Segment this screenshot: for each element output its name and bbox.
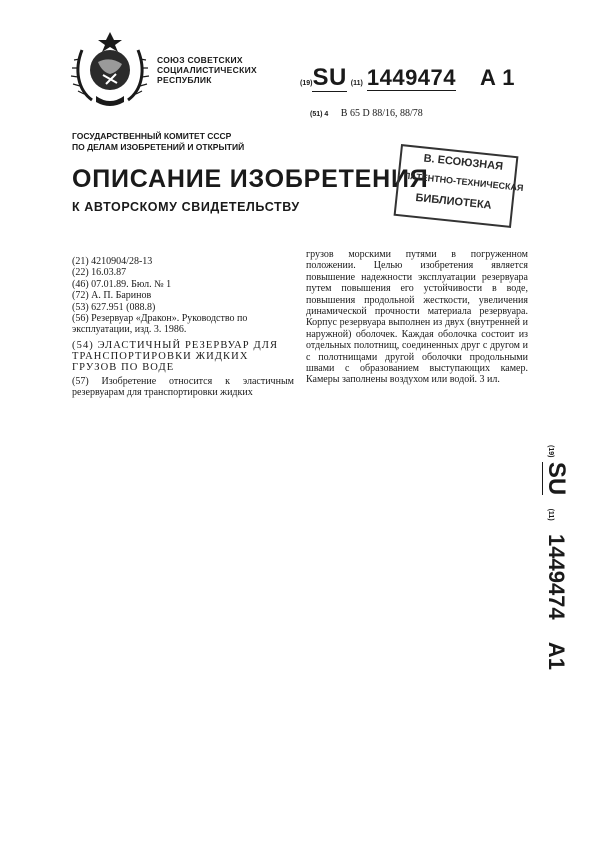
country-line: СОЦИАЛИСТИЧЕСКИХ <box>157 65 257 75</box>
country-name <box>157 55 257 85</box>
bib-entry: (46) 07.01.89. Бюл. № 1 <box>72 278 172 290</box>
document-number-header <box>300 64 515 92</box>
country-line: РЕСПУБЛИК <box>157 75 212 85</box>
ussr-emblem-icon <box>70 30 150 110</box>
vertical-inid-19: (19) <box>547 445 554 458</box>
authority-line: ГОСУДАРСТВЕННЫЙ КОМИТЕТ СССР <box>72 131 232 141</box>
document-subtitle: К АВТОРСКОМУ СВИДЕТЕЛЬСТВУ <box>72 200 300 214</box>
bib-entry: (21) 4210904/28-13 <box>72 256 153 267</box>
vertical-country-code: SU <box>543 461 570 496</box>
vertical-inid-11: (11) <box>547 508 554 521</box>
patent-number: 1449474 <box>366 65 457 90</box>
library-stamp <box>394 144 524 228</box>
invention-title: (54) ЭЛАСТИЧНЫЙ РЕЗЕРВУАР ДЛЯ ТРАНСПОРТИРОВКИ ЖИДКИХ ГРУЗОВ ПО ВОДЕ <box>72 340 279 373</box>
vertical-patent-number <box>528 445 588 705</box>
stamp-line: ПАТЕНТНО-ТЕХНИЧЕСКАЯ <box>403 170 524 194</box>
bib-entry: (72) А. П. Баринов <box>72 290 152 302</box>
abstract-column-2: грузов морскими путями в погруженном положении. Целью изобретения является повышение надежности эксплуатации резервуара путем повышения его устойчивости в воде, повышения продольной жесткости, увеличения динамической прочности материала резервуара. Корпус резервуара выполнен из двух (внутренней и наружной) оболочек. Каждая оболочка состоит из отдельных полотнищ, соединенных друг с другом и с полотнищами другой оболочки продольными швами с образованием выступающих камер. Камеры заполнены воздухом или водой. 3 ил. <box>306 249 528 386</box>
abstract-column-1: (57) Изобретение относится к эластичным резервуарам для транспортировки жидких <box>72 376 294 399</box>
country-code: SU <box>312 64 347 91</box>
country-line: СОЮЗ СОВЕТСКИХ <box>157 55 243 65</box>
bibliographic-data <box>72 256 294 336</box>
vertical-kind-code: A1 <box>544 641 569 671</box>
issuing-authority <box>72 131 244 153</box>
document-title: ОПИСАНИЕ ИЗОБРЕТЕНИЯ <box>72 165 429 193</box>
ipc-classification <box>310 108 423 119</box>
stamp-line: БИБЛИОТЕКА <box>414 191 493 212</box>
authority-line: ПО ДЕЛАМ ИЗОБРЕТЕНИЙ И ОТКРЫТИЙ <box>72 142 245 152</box>
kind-code: A 1 <box>480 65 515 90</box>
bib-entry: (53) 627.951 (088.8) <box>72 301 156 313</box>
inid-code-19: (19) <box>300 80 313 87</box>
bib-entry: (56) Резервуар «Дракон». Руководство по эксплуатации, изд. 3. 1986. <box>72 313 248 336</box>
inid-code-51: (51) 4 <box>310 111 329 118</box>
stamp-line: В. ЕСОЮЗНАЯ <box>423 152 504 173</box>
bib-entry: (22) 16.03.87 <box>72 267 127 279</box>
vertical-number: 1449474 <box>544 534 569 620</box>
ipc-codes: B 65 D 88/16, 88/78 <box>340 108 423 119</box>
inid-code-11: (11) <box>350 80 363 87</box>
